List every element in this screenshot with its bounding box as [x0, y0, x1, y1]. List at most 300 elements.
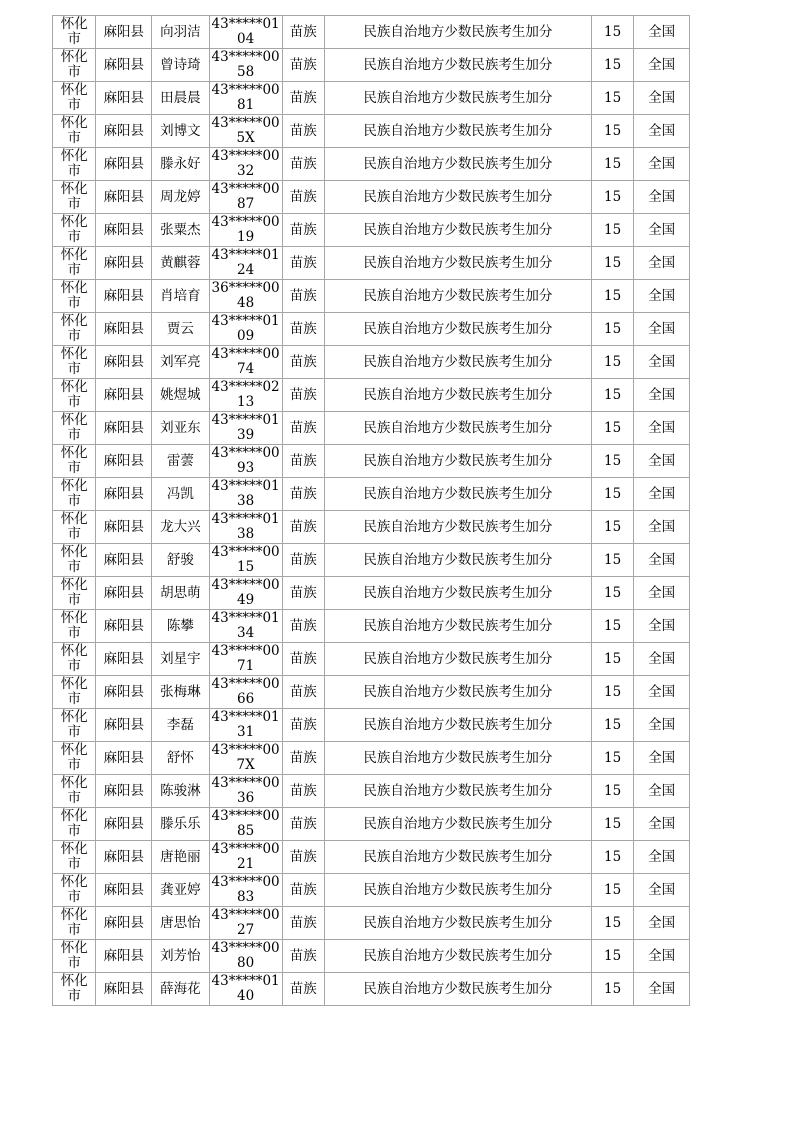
cell-bonus-score: 15 [591, 511, 633, 544]
cell-bonus-score: 15 [591, 940, 633, 973]
cell-city-text: 怀化市 [60, 280, 88, 311]
cell-name: 冯凯 [152, 478, 210, 511]
cell-county: 麻阳县 [96, 214, 152, 247]
cell-city-text: 怀化市 [60, 742, 88, 773]
cell-id-number [209, 544, 282, 577]
cell-county: 麻阳县 [96, 478, 152, 511]
cell-bonus-score: 15 [591, 973, 633, 1006]
cell-city-text: 怀化市 [60, 115, 88, 146]
cell-county: 麻阳县 [96, 346, 152, 379]
cell-county: 麻阳县 [96, 643, 152, 676]
cell-bonus-score: 15 [591, 874, 633, 907]
cell-bonus-item: 民族自治地方少数民族考生加分 [324, 808, 591, 841]
cell-applicable-range: 全国 [634, 214, 690, 247]
cell-id-number-text: 43*****0213 [211, 379, 280, 410]
cell-city-text: 怀化市 [60, 544, 88, 575]
table-row [53, 643, 690, 676]
cell-city-text: 怀化市 [60, 214, 88, 245]
cell-bonus-score: 15 [591, 643, 633, 676]
cell-name: 滕乐乐 [152, 808, 210, 841]
table-row [53, 907, 690, 940]
cell-applicable-range: 全国 [634, 115, 690, 148]
cell-county: 麻阳县 [96, 412, 152, 445]
cell-bonus-item: 民族自治地方少数民族考生加分 [324, 511, 591, 544]
table-row [53, 313, 690, 346]
cell-bonus-item: 民族自治地方少数民族考生加分 [324, 115, 591, 148]
cell-bonus-item: 民族自治地方少数民族考生加分 [324, 577, 591, 610]
cell-id-number [209, 973, 282, 1006]
cell-county: 麻阳县 [96, 82, 152, 115]
cell-county: 麻阳县 [96, 775, 152, 808]
table-row [53, 676, 690, 709]
cell-id-number-text: 43*****0140 [211, 973, 280, 1004]
cell-county: 麻阳县 [96, 247, 152, 280]
cell-name: 李磊 [152, 709, 210, 742]
cell-applicable-range: 全国 [634, 676, 690, 709]
cell-id-number [209, 808, 282, 841]
cell-id-number [209, 577, 282, 610]
cell-id-number-text: 43*****007X [211, 742, 280, 773]
cell-bonus-score: 15 [591, 313, 633, 346]
cell-ethnicity: 苗族 [282, 973, 324, 1006]
cell-city-text: 怀化市 [60, 577, 88, 608]
cell-bonus-score: 15 [591, 247, 633, 280]
cell-ethnicity: 苗族 [282, 709, 324, 742]
cell-id-number [209, 907, 282, 940]
cell-city-text: 怀化市 [60, 940, 88, 971]
cell-applicable-range: 全国 [634, 49, 690, 82]
cell-bonus-item: 民族自治地方少数民族考生加分 [324, 148, 591, 181]
cell-ethnicity: 苗族 [282, 49, 324, 82]
cell-applicable-range: 全国 [634, 247, 690, 280]
cell-bonus-item: 民族自治地方少数民族考生加分 [324, 940, 591, 973]
cell-city [53, 181, 96, 214]
cell-bonus-item: 民族自治地方少数民族考生加分 [324, 445, 591, 478]
cell-county: 麻阳县 [96, 379, 152, 412]
cell-ethnicity: 苗族 [282, 214, 324, 247]
cell-name: 周龙婷 [152, 181, 210, 214]
cell-id-number-text: 43*****0087 [211, 181, 280, 212]
cell-name: 刘军亮 [152, 346, 210, 379]
cell-id-number-text: 43*****0021 [211, 841, 280, 872]
cell-name: 唐思怡 [152, 907, 210, 940]
cell-id-number [209, 511, 282, 544]
cell-bonus-item: 民族自治地方少数民族考生加分 [324, 412, 591, 445]
cell-applicable-range: 全国 [634, 808, 690, 841]
cell-bonus-score: 15 [591, 115, 633, 148]
cell-city-text: 怀化市 [60, 445, 88, 476]
cell-id-number-text: 43*****0049 [211, 577, 280, 608]
cell-bonus-item: 民族自治地方少数民族考生加分 [324, 907, 591, 940]
cell-bonus-item: 民族自治地方少数民族考生加分 [324, 478, 591, 511]
cell-id-number [209, 940, 282, 973]
cell-ethnicity: 苗族 [282, 16, 324, 49]
cell-bonus-score: 15 [591, 478, 633, 511]
cell-id-number-text: 43*****0081 [211, 82, 280, 113]
cell-city-text: 怀化市 [60, 49, 88, 80]
table-row [53, 808, 690, 841]
cell-city [53, 379, 96, 412]
cell-bonus-item: 民族自治地方少数民族考生加分 [324, 874, 591, 907]
cell-name: 滕永好 [152, 148, 210, 181]
cell-city [53, 247, 96, 280]
cell-city [53, 115, 96, 148]
cell-bonus-score: 15 [591, 49, 633, 82]
cell-bonus-score: 15 [591, 412, 633, 445]
cell-ethnicity: 苗族 [282, 82, 324, 115]
cell-id-number-text: 43*****0032 [211, 148, 280, 179]
cell-name: 张粟杰 [152, 214, 210, 247]
cell-city [53, 973, 96, 1006]
cell-ethnicity: 苗族 [282, 610, 324, 643]
cell-id-number [209, 445, 282, 478]
cell-bonus-item: 民族自治地方少数民族考生加分 [324, 709, 591, 742]
cell-bonus-item: 民族自治地方少数民族考生加分 [324, 247, 591, 280]
cell-name: 陈骏淋 [152, 775, 210, 808]
cell-city-text: 怀化市 [60, 808, 88, 839]
cell-id-number-text: 43*****0138 [211, 478, 280, 509]
cell-bonus-score: 15 [591, 82, 633, 115]
cell-name: 陈攀 [152, 610, 210, 643]
cell-id-number-text: 43*****0071 [211, 643, 280, 674]
cell-ethnicity: 苗族 [282, 346, 324, 379]
cell-bonus-item: 民族自治地方少数民族考生加分 [324, 16, 591, 49]
cell-bonus-score: 15 [591, 148, 633, 181]
cell-bonus-item: 民族自治地方少数民族考生加分 [324, 82, 591, 115]
cell-applicable-range: 全国 [634, 379, 690, 412]
cell-county: 麻阳县 [96, 544, 152, 577]
cell-name: 肖培育 [152, 280, 210, 313]
cell-ethnicity: 苗族 [282, 676, 324, 709]
cell-id-number-text: 43*****0027 [211, 907, 280, 938]
cell-city [53, 940, 96, 973]
cell-applicable-range: 全国 [634, 478, 690, 511]
cell-city [53, 148, 96, 181]
cell-applicable-range: 全国 [634, 577, 690, 610]
cell-applicable-range: 全国 [634, 709, 690, 742]
cell-id-number [209, 16, 282, 49]
cell-ethnicity: 苗族 [282, 742, 324, 775]
cell-city-text: 怀化市 [60, 82, 88, 113]
cell-name: 雷蕓 [152, 445, 210, 478]
cell-bonus-score: 15 [591, 742, 633, 775]
cell-id-number [209, 247, 282, 280]
table-row [53, 775, 690, 808]
table-row [53, 841, 690, 874]
cell-name: 薛海花 [152, 973, 210, 1006]
document-page [52, 15, 690, 1006]
cell-county: 麻阳县 [96, 742, 152, 775]
cell-city-text: 怀化市 [60, 181, 88, 212]
cell-city [53, 511, 96, 544]
cell-city [53, 16, 96, 49]
cell-bonus-item: 民族自治地方少数民族考生加分 [324, 49, 591, 82]
cell-applicable-range: 全国 [634, 148, 690, 181]
cell-city [53, 808, 96, 841]
cell-name: 刘芳怡 [152, 940, 210, 973]
table-row [53, 82, 690, 115]
cell-city [53, 709, 96, 742]
cell-county: 麻阳县 [96, 577, 152, 610]
cell-bonus-item: 民族自治地方少数民族考生加分 [324, 841, 591, 874]
cell-bonus-item: 民族自治地方少数民族考生加分 [324, 313, 591, 346]
cell-county: 麻阳县 [96, 907, 152, 940]
table-row [53, 940, 690, 973]
cell-bonus-item: 民族自治地方少数民族考生加分 [324, 181, 591, 214]
cell-city-text: 怀化市 [60, 478, 88, 509]
cell-county: 麻阳县 [96, 973, 152, 1006]
cell-applicable-range: 全国 [634, 742, 690, 775]
cell-applicable-range: 全国 [634, 973, 690, 1006]
cell-city [53, 82, 96, 115]
cell-county: 麻阳县 [96, 313, 152, 346]
table-row [53, 973, 690, 1006]
cell-city [53, 280, 96, 313]
cell-id-number [209, 478, 282, 511]
cell-applicable-range: 全国 [634, 775, 690, 808]
cell-id-number-text: 43*****0131 [211, 709, 280, 740]
cell-city [53, 841, 96, 874]
cell-county: 麻阳县 [96, 49, 152, 82]
cell-applicable-range: 全国 [634, 313, 690, 346]
cell-id-number-text: 43*****0083 [211, 874, 280, 905]
cell-city [53, 49, 96, 82]
cell-ethnicity: 苗族 [282, 643, 324, 676]
cell-id-number [209, 643, 282, 676]
cell-id-number-text: 43*****0074 [211, 346, 280, 377]
cell-county: 麻阳县 [96, 16, 152, 49]
cell-name: 胡思萌 [152, 577, 210, 610]
cell-id-number-text: 43*****0058 [211, 49, 280, 80]
cell-id-number-text: 43*****0036 [211, 775, 280, 806]
table-body [53, 16, 690, 1006]
cell-ethnicity: 苗族 [282, 841, 324, 874]
cell-name: 姚煜城 [152, 379, 210, 412]
cell-bonus-score: 15 [591, 16, 633, 49]
cell-city-text: 怀化市 [60, 610, 88, 641]
cell-bonus-item: 民族自治地方少数民族考生加分 [324, 973, 591, 1006]
cell-city [53, 214, 96, 247]
cell-id-number [209, 313, 282, 346]
table-row [53, 445, 690, 478]
cell-city-text: 怀化市 [60, 412, 88, 443]
table-row [53, 379, 690, 412]
cell-county: 麻阳县 [96, 445, 152, 478]
cell-id-number [209, 115, 282, 148]
cell-bonus-score: 15 [591, 280, 633, 313]
cell-name: 黄麒蓉 [152, 247, 210, 280]
table-row [53, 247, 690, 280]
cell-city-text: 怀化市 [60, 907, 88, 938]
table-row [53, 280, 690, 313]
cell-city-text: 怀化市 [60, 775, 88, 806]
cell-ethnicity: 苗族 [282, 544, 324, 577]
cell-bonus-score: 15 [591, 841, 633, 874]
cell-city-text: 怀化市 [60, 148, 88, 179]
cell-id-number-text: 43*****0139 [211, 412, 280, 443]
cell-applicable-range: 全国 [634, 280, 690, 313]
cell-bonus-item: 民族自治地方少数民族考生加分 [324, 643, 591, 676]
cell-name: 龚亚婷 [152, 874, 210, 907]
cell-ethnicity: 苗族 [282, 115, 324, 148]
cell-name: 舒怀 [152, 742, 210, 775]
cell-name: 张梅琳 [152, 676, 210, 709]
cell-applicable-range: 全国 [634, 874, 690, 907]
cell-ethnicity: 苗族 [282, 148, 324, 181]
cell-bonus-score: 15 [591, 709, 633, 742]
cell-county: 麻阳县 [96, 610, 152, 643]
cell-bonus-item: 民族自治地方少数民族考生加分 [324, 346, 591, 379]
cell-bonus-score: 15 [591, 544, 633, 577]
table-row [53, 214, 690, 247]
cell-id-number [209, 610, 282, 643]
cell-id-number-text: 43*****0019 [211, 214, 280, 245]
cell-applicable-range: 全国 [634, 445, 690, 478]
cell-county: 麻阳县 [96, 280, 152, 313]
cell-ethnicity: 苗族 [282, 907, 324, 940]
cell-city [53, 577, 96, 610]
cell-applicable-range: 全国 [634, 544, 690, 577]
cell-applicable-range: 全国 [634, 511, 690, 544]
cell-city-text: 怀化市 [60, 874, 88, 905]
cell-ethnicity: 苗族 [282, 940, 324, 973]
cell-id-number [209, 148, 282, 181]
cell-bonus-score: 15 [591, 907, 633, 940]
cell-city [53, 313, 96, 346]
cell-bonus-score: 15 [591, 214, 633, 247]
cell-bonus-score: 15 [591, 610, 633, 643]
cell-applicable-range: 全国 [634, 82, 690, 115]
cell-id-number-text: 43*****0104 [211, 16, 280, 47]
cell-bonus-item: 民族自治地方少数民族考生加分 [324, 214, 591, 247]
cell-city [53, 346, 96, 379]
cell-ethnicity: 苗族 [282, 478, 324, 511]
cell-id-number [209, 841, 282, 874]
cell-county: 麻阳县 [96, 511, 152, 544]
cell-ethnicity: 苗族 [282, 445, 324, 478]
cell-id-number [209, 874, 282, 907]
cell-city [53, 742, 96, 775]
cell-county: 麻阳县 [96, 148, 152, 181]
cell-id-number-text: 43*****0080 [211, 940, 280, 971]
cell-id-number [209, 379, 282, 412]
cell-ethnicity: 苗族 [282, 379, 324, 412]
cell-ethnicity: 苗族 [282, 313, 324, 346]
cell-bonus-score: 15 [591, 379, 633, 412]
cell-id-number [209, 82, 282, 115]
cell-city [53, 676, 96, 709]
cell-bonus-score: 15 [591, 808, 633, 841]
cell-name: 龙大兴 [152, 511, 210, 544]
cell-city-text: 怀化市 [60, 247, 88, 278]
cell-county: 麻阳县 [96, 940, 152, 973]
cell-id-number [209, 412, 282, 445]
cell-county: 麻阳县 [96, 115, 152, 148]
cell-name: 曾诗琦 [152, 49, 210, 82]
cell-applicable-range: 全国 [634, 643, 690, 676]
cell-name: 舒骏 [152, 544, 210, 577]
cell-ethnicity: 苗族 [282, 808, 324, 841]
cell-ethnicity: 苗族 [282, 247, 324, 280]
cell-county: 麻阳县 [96, 181, 152, 214]
cell-name: 向羽洁 [152, 16, 210, 49]
cell-bonus-item: 民族自治地方少数民族考生加分 [324, 676, 591, 709]
cell-id-number-text: 43*****005X [211, 115, 280, 146]
cell-city [53, 544, 96, 577]
cell-name: 唐艳丽 [152, 841, 210, 874]
table-row [53, 511, 690, 544]
cell-city-text: 怀化市 [60, 346, 88, 377]
cell-ethnicity: 苗族 [282, 511, 324, 544]
cell-id-number-text: 36*****0048 [211, 280, 280, 311]
cell-id-number [209, 280, 282, 313]
table-row [53, 478, 690, 511]
cell-id-number [209, 676, 282, 709]
cell-city-text: 怀化市 [60, 313, 88, 344]
table-row [53, 412, 690, 445]
cell-bonus-item: 民族自治地方少数民族考生加分 [324, 610, 591, 643]
table-row [53, 544, 690, 577]
cell-bonus-item: 民族自治地方少数民族考生加分 [324, 280, 591, 313]
table-row [53, 16, 690, 49]
cell-bonus-item: 民族自治地方少数民族考生加分 [324, 775, 591, 808]
table-row [53, 115, 690, 148]
cell-city-text: 怀化市 [60, 511, 88, 542]
cell-applicable-range: 全国 [634, 181, 690, 214]
cell-bonus-item: 民族自治地方少数民族考生加分 [324, 742, 591, 775]
cell-bonus-item: 民族自治地方少数民族考生加分 [324, 544, 591, 577]
cell-id-number [209, 49, 282, 82]
cell-id-number-text: 43*****0124 [211, 247, 280, 278]
table-row [53, 709, 690, 742]
cell-bonus-score: 15 [591, 181, 633, 214]
cell-id-number [209, 742, 282, 775]
cell-bonus-score: 15 [591, 775, 633, 808]
cell-id-number [209, 775, 282, 808]
cell-ethnicity: 苗族 [282, 577, 324, 610]
cell-ethnicity: 苗族 [282, 412, 324, 445]
cell-id-number [209, 214, 282, 247]
cell-name: 田晨晨 [152, 82, 210, 115]
cell-city [53, 775, 96, 808]
cell-applicable-range: 全国 [634, 412, 690, 445]
cell-city-text: 怀化市 [60, 379, 88, 410]
cell-city-text: 怀化市 [60, 973, 88, 1004]
table-row [53, 610, 690, 643]
cell-applicable-range: 全国 [634, 841, 690, 874]
table-row [53, 148, 690, 181]
cell-name: 刘博文 [152, 115, 210, 148]
table-row [53, 874, 690, 907]
cell-name: 刘星宇 [152, 643, 210, 676]
table-row [53, 742, 690, 775]
cell-city-text: 怀化市 [60, 841, 88, 872]
cell-ethnicity: 苗族 [282, 181, 324, 214]
cell-ethnicity: 苗族 [282, 874, 324, 907]
cell-county: 麻阳县 [96, 709, 152, 742]
cell-city-text: 怀化市 [60, 16, 88, 47]
cell-id-number-text: 43*****0085 [211, 808, 280, 839]
cell-city-text: 怀化市 [60, 709, 88, 740]
cell-city [53, 874, 96, 907]
cell-id-number [209, 346, 282, 379]
cell-county: 麻阳县 [96, 841, 152, 874]
cell-city [53, 643, 96, 676]
cell-id-number-text: 43*****0015 [211, 544, 280, 575]
cell-city [53, 445, 96, 478]
table-row [53, 49, 690, 82]
cell-id-number-text: 43*****0134 [211, 610, 280, 641]
